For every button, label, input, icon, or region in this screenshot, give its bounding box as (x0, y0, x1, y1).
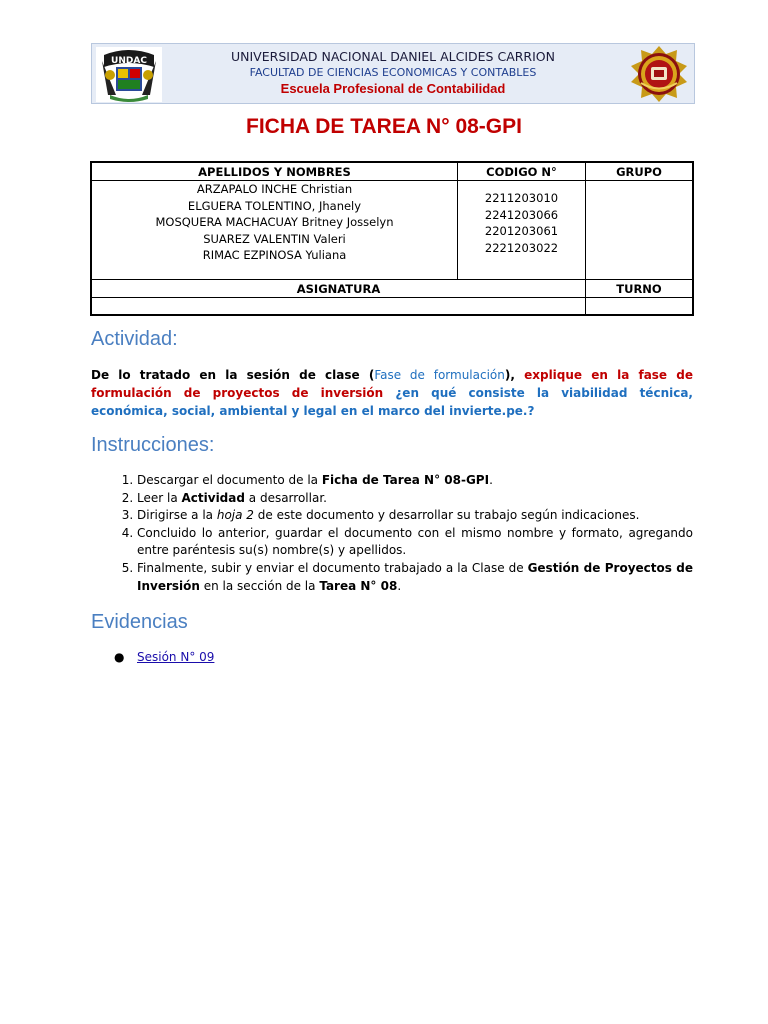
list-item (137, 490, 693, 508)
actividad-text: De lo tratado en la sesión de clase ( (91, 368, 375, 382)
instrucciones-heading: Instrucciones: (91, 434, 215, 456)
group-cell (586, 181, 694, 280)
subject-cell (91, 298, 586, 316)
col-header-subject: ASIGNATURA (91, 280, 586, 298)
student-info-table (90, 161, 694, 316)
item-text: de este documento y desarrollar su trabajo según indicaciones. (253, 508, 640, 523)
item-text: Descargar el documento de la (137, 473, 322, 487)
evidencias-heading: Evidencias (91, 611, 188, 633)
actividad-phase-text: Fase de formulación (374, 368, 505, 382)
names-cell (91, 181, 458, 280)
actividad-question-red: explique en la fase de formulación de proyectos de inversión (91, 368, 693, 400)
student-name: SUAREZ VALENTIN Valeri (203, 231, 346, 246)
svg-text:UNDAC: UNDAC (111, 56, 147, 66)
col-header-code: CODIGO N° (458, 162, 586, 181)
item-text: Finalmente, subir y enviar el documento trabajado a la Clase de (137, 560, 528, 575)
student-name: ARZAPALO INCHE Christian (196, 182, 353, 196)
student-code: 2211203010 (484, 191, 559, 205)
list-item (137, 525, 693, 560)
university-name: UNIVERSIDAD NACIONAL DANIEL ALCIDES CARRION (231, 49, 555, 64)
evidence-item (114, 650, 214, 664)
list-item (137, 472, 693, 490)
faculty-name: FACULTAD DE CIENCIAS ECONOMICAS Y CONTABLES (249, 66, 537, 79)
school-name: Escuela Profesional de Contabilidad (280, 81, 506, 96)
item-text: a desarrollar. (244, 490, 327, 505)
item-text: Leer la (137, 490, 182, 505)
actividad-paragraph (91, 366, 693, 420)
actividad-question-blue: ¿en qué consiste la viabilidad técnica, económica, social, ambiental y legal en el marco del invierte.pe.? (91, 386, 693, 418)
list-item (137, 560, 693, 595)
undac-logo-icon (96, 47, 162, 102)
item-text: . (397, 578, 402, 593)
item-text-bold: Tarea N° 08 (319, 578, 398, 593)
col-header-shift: TURNO (586, 280, 694, 298)
student-code: 2241203066 (484, 207, 559, 222)
student-name: ELGUERA TOLENTINO, Jhanely (187, 198, 362, 213)
item-text-bold: Actividad (181, 490, 245, 505)
student-code: 2201203061 (484, 224, 559, 238)
student-code: 2221203022 (484, 240, 559, 255)
page-title: FICHA DE TAREA N° 08-GPI (246, 115, 522, 138)
col-header-names: APELLIDOS Y NOMBRES (91, 162, 458, 181)
student-name: MOSQUERA MACHACUAY Britney Josselyn (155, 215, 394, 229)
instructions-list (91, 472, 693, 595)
item-text: . (489, 473, 493, 487)
actividad-text: ), (504, 368, 525, 382)
shift-cell (586, 298, 694, 316)
item-text: Dirigirse a la (137, 508, 217, 523)
school-seal-icon (624, 44, 694, 103)
header-banner (91, 43, 695, 104)
student-name: RIMAC EZPINOSA Yuliana (202, 248, 347, 262)
actividad-heading: Actividad: (91, 328, 178, 350)
col-header-group: GRUPO (586, 162, 694, 181)
item-text: Concluido lo anterior, guardar el documento con el mismo nombre y formato, agregando entre paréntesis su(s) nombre(s) y apellidos. (137, 525, 693, 558)
codes-cell (458, 181, 586, 280)
bullet-icon: ● (114, 650, 125, 664)
item-text-bold: Ficha de Tarea N° 08-GPI (321, 473, 490, 487)
item-text-bold: Gestión de Proyectos de Inversión (137, 560, 693, 593)
item-text: en la sección de la (199, 578, 320, 593)
item-text-italic: hoja 2 (216, 508, 254, 523)
session-link[interactable]: Sesión N° 09 (137, 650, 215, 664)
list-item (137, 507, 693, 525)
